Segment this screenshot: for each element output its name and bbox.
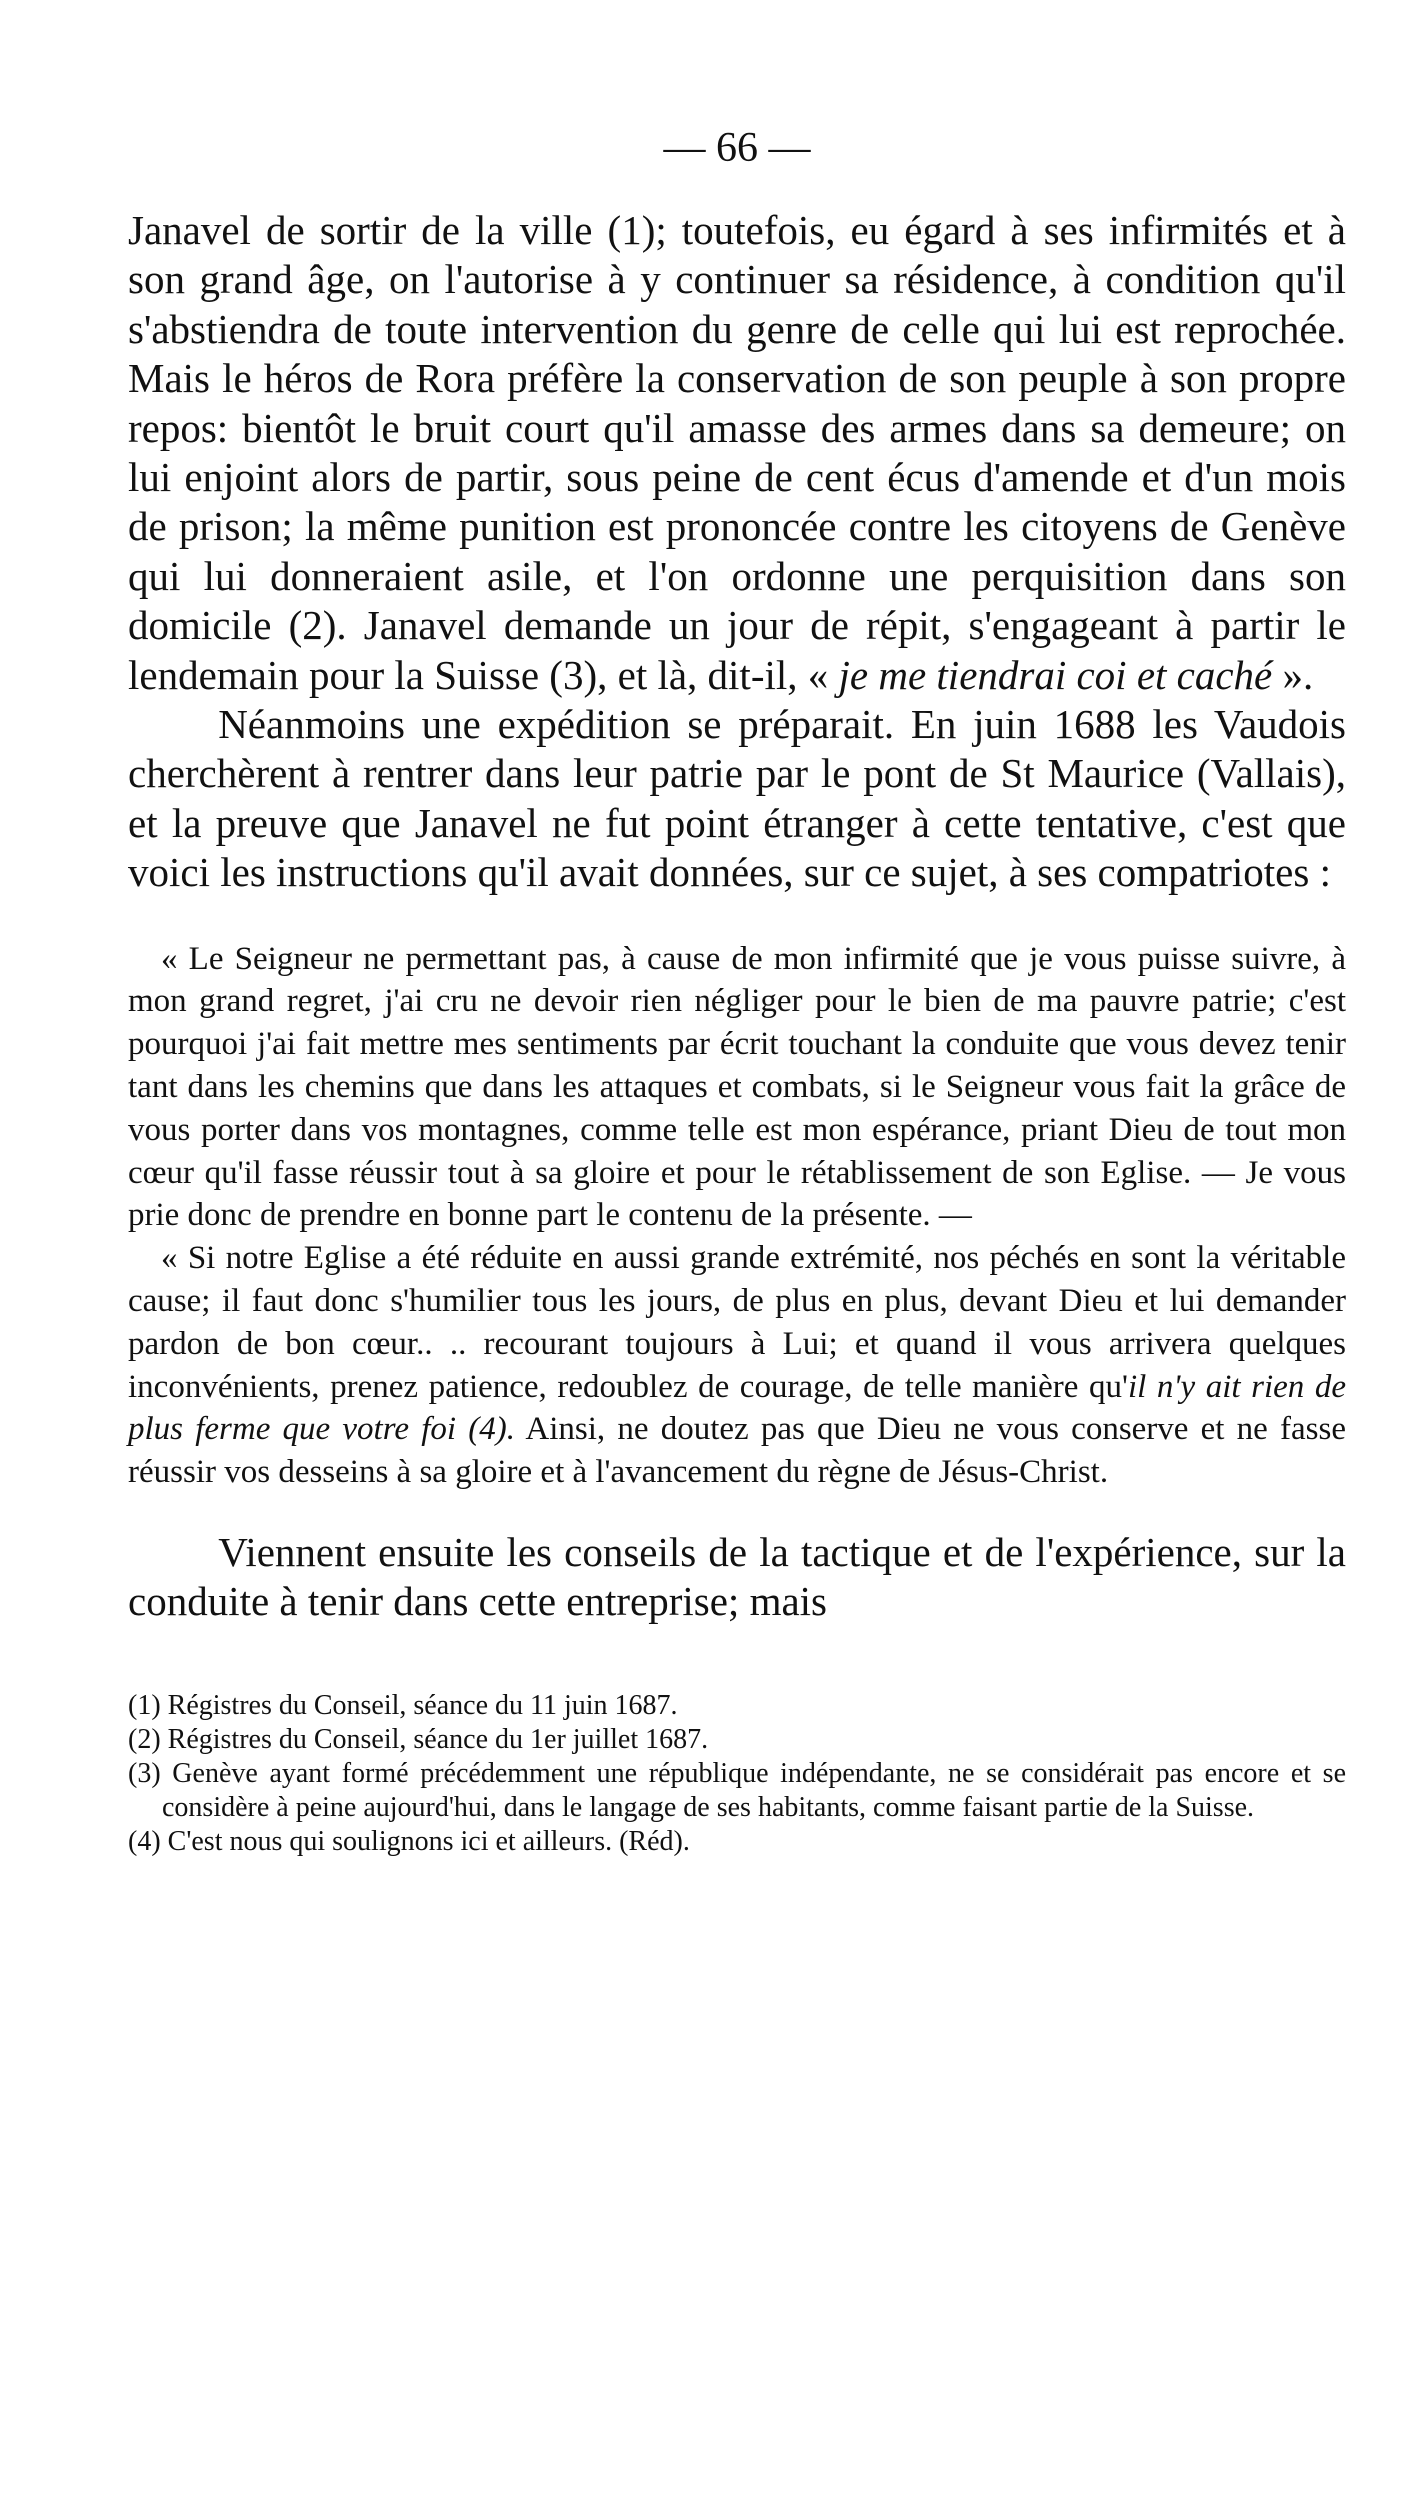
quote-paragraph-2	[128, 1237, 1346, 1494]
footnote-3: (3) Genève ayant formé précédemment une république indépendante, ne se considérait pas encore et se considère à peine aujourd'hui, dans le langage de ses habitants, comme faisant partie de la Suisse.	[128, 1757, 1346, 1823]
document-page	[128, 120, 1346, 1859]
quote-text: « Si notre Eglise a été réduite en aussi grande extrémité, nos péchés en sont la véritable cause; il faut donc s'humilier tous les jours, de plus en plus, devant Dieu et lui demander pardon de bon cœur.. .. recourant toujours à Lui; et quand il vous arrivera quelques inconvénients, prenez patience, redoublez de courage, de telle manière qu'	[128, 1240, 1346, 1405]
quote-paragraph-1: « Le Seigneur ne permettant pas, à cause de mon infirmité que je vous puisse suivre, à mon grand regret, j'ai cru ne devoir rien négliger pour le bien de ma pauvre patrie; c'est pourquoi j'ai fait mettre mes sentiments par écrit touchant la conduite que vous devez tenir tant dans les chemins que dans les attaques et combats, si le Seigneur vous fait la grâce de vous porter dans vos montagnes, comme telle est mon espérance, priant Dieu de tout mon cœur qu'il fasse réussir tout à sa gloire et pour le rétablissement de son Eglise. — Je vous prie donc de prendre en bonne part le contenu de la présente. —	[128, 940, 1346, 1234]
footnotes	[128, 1689, 1346, 1859]
quote-text-end: Ainsi, ne doutez pas que Dieu ne vous conserve et ne fasse réussir vos desseins à sa gloire et à l'avancement du règne de Jésus-Christ.	[128, 1411, 1346, 1491]
footnote-1: (1) Régistres du Conseil, séance du 11 juin 1687.	[128, 1689, 678, 1721]
footnote-4: (4) C'est nous qui soulignons ici et ailleurs. (Réd).	[128, 1825, 690, 1857]
paragraph-janavel-departure	[128, 206, 1346, 700]
emphasized-phrase: il n'y ait rien de plus ferme que votre foi (4).	[128, 1368, 1346, 1448]
footnote-2: (2) Régistres du Conseil, séance du 1er juillet 1687.	[128, 1723, 709, 1755]
paragraph-text: Janavel de sortir de la ville (1); toutefois, eu égard à ses infirmités et à son grand âge, on l'autorise à y continuer sa résidence, à condition qu'il s'abstiendra de toute intervention du genre de celle qui lui est reprochée. Mais le héros de Rora préfère la conservation de son peuple à son propre repos: bientôt le bruit court qu'il amasse des armes dans sa demeure; on lui enjoint alors de partir, sous peine de cent écus d'amende et d'un mois de prison; la même punition est prononcée contre les citoyens de Genève qui lui donneraient asile, et l'on ordonne une perquisition dans son domicile (2). Janavel demande un jour de répit, s'engageant à partir le lendemain pour la Suisse (3), et là, dit-il, «	[128, 207, 1346, 698]
paragraph-text-end: ».	[1272, 651, 1314, 698]
page-number: — 66 —	[663, 125, 811, 171]
quoted-phrase: je me tiendrai coi et caché	[828, 651, 1273, 698]
quoted-instructions	[128, 938, 1346, 1494]
paragraph-expedition: Néanmoins une expédition se préparait. En juin 1688 les Vaudois cherchèrent à rentrer dans leur patrie par le pont de St Maurice (Vallais), et la preuve que Janavel ne fut point étranger à cette tentative, c'est que voici les instructions qu'il avait données, sur ce sujet, à ses compatriotes :	[128, 701, 1346, 896]
paragraph-advice: Viennent ensuite les conseils de la tactique et de l'expérience, sur la conduite à tenir dans cette entreprise; mais	[128, 1529, 1346, 1625]
